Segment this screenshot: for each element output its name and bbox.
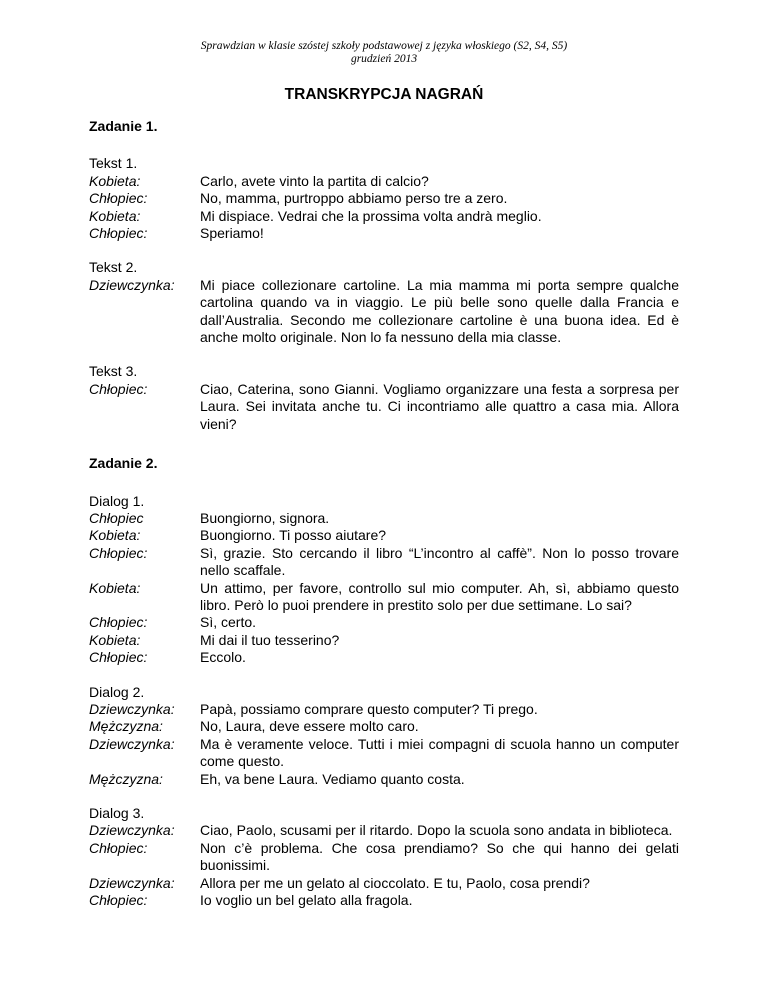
speaker-label: Mężczyzna: (89, 770, 163, 787)
dialog-line (89, 875, 679, 892)
dialog-line (89, 701, 679, 718)
page-title: TRANSKRYPCJA NAGRAŃ (284, 86, 484, 103)
dialog-line (89, 225, 679, 242)
line-text: Allora per me un gelato al cioccolato. E tu, Paolo, cosa prendi? (200, 874, 590, 891)
dialog-line (89, 771, 679, 788)
dialog-block-2 (89, 684, 679, 788)
transcript-content (89, 118, 679, 926)
dialog-line (89, 527, 679, 544)
block-label: Dialog 2. (89, 683, 145, 700)
dialog-line (89, 822, 679, 839)
speaker-label: Dziewczynka: (89, 874, 175, 891)
block-label: Dialog 3. (89, 805, 145, 821)
dialog-line (89, 718, 679, 735)
dialog-line (89, 381, 679, 433)
dialog-block-3 (89, 805, 679, 909)
dialog-line (89, 892, 679, 909)
speaker-label: Chłopiec: (89, 190, 148, 207)
task-1-heading: Zadanie 1. (89, 118, 158, 134)
dialog-line (89, 277, 679, 347)
line-text: Buongiorno. Ti posso aiutare? (200, 527, 387, 544)
line-text: Un attimo, per favore, controllo sul mio computer. Ah, sì, abbiamo questo libro. Però lo puoi prendere in prestito solo per due settimane. Lo sai? (200, 579, 679, 613)
dialog-line (89, 614, 679, 631)
block-label: Tekst 2. (89, 259, 138, 276)
speaker-label: Kobieta: (89, 172, 141, 189)
line-text: No, mamma, purtroppo abbiamo perso tre a zero. (200, 190, 508, 207)
dialog-line (89, 190, 679, 207)
speaker-label: Chłopiec: (89, 614, 148, 631)
text-block-3 (89, 363, 679, 433)
block-label: Tekst 1. (89, 155, 138, 172)
header-line-1: Sprawdzian w klasie szóstej szkoły podstawowej z języka włoskiego (S2, S4, S5) (200, 40, 568, 52)
speaker-label: Kobieta: (89, 527, 141, 544)
speaker-label: Chłopiec: (89, 225, 148, 242)
dialog-line (89, 580, 679, 615)
dialog-line (89, 545, 679, 580)
dialog-block-1 (89, 493, 679, 667)
speaker-label: Chłopiec: (89, 544, 148, 561)
speaker-label: Chłopiec (89, 509, 144, 526)
speaker-label: Kobieta: (89, 207, 141, 224)
dialog-line (89, 736, 679, 771)
text-block-1 (89, 155, 679, 242)
line-text: Buongiorno, signora. (200, 509, 330, 526)
line-text: Eh, va bene Laura. Vediamo quanto costa. (200, 770, 465, 787)
speaker-label: Chłopiec: (89, 892, 148, 909)
line-text: Mi piace collezionare cartoline. La mia mamma mi porta sempre qualche cartolina quando va in viaggio. Le più belle sono quelle dalla Francia e dall’Australia. Secondo me collezionare cartoline è una buona idea. Ed è anche molto originale. Non lo fa nessuno della mia classe. (200, 276, 679, 346)
speaker-label: Mężczyzna: (89, 718, 163, 735)
line-text: Speriamo! (200, 225, 264, 242)
speaker-label: Chłopiec: (89, 380, 148, 397)
line-text: Sì, certo. (200, 614, 257, 631)
task-2-heading: Zadanie 2. (89, 455, 158, 472)
speaker-label: Dziewczynka: (89, 735, 175, 752)
speaker-label: Chłopiec: (89, 839, 148, 856)
line-text: Papà, possiamo comprare questo computer? Ti prego. (200, 700, 538, 717)
speaker-label: Dziewczynka: (89, 276, 175, 293)
page-header (0, 40, 768, 66)
line-text: Eccolo. (200, 649, 246, 666)
line-text: Mi dai il tuo tesserino? (200, 631, 340, 648)
dialog-line (89, 173, 679, 190)
header-line-2: grudzień 2013 (350, 53, 418, 65)
line-text: Io voglio un bel gelato alla fragola. (200, 892, 413, 909)
speaker-label: Kobieta: (89, 579, 141, 596)
line-text: Mi dispiace. Vedrai che la prossima volta andrà meglio. (200, 207, 542, 224)
speaker-label: Dziewczynka: (89, 700, 175, 717)
line-text: Ciao, Caterina, sono Gianni. Vogliamo organizzare una festa a sorpresa per Laura. Sei invitata anche tu. Ci incontriamo alle quattro a casa mia. Allora vieni? (200, 380, 679, 432)
dialog-line (89, 510, 679, 527)
speaker-label: Kobieta: (89, 631, 141, 648)
dialog-line (89, 208, 679, 225)
dialog-line (89, 649, 679, 666)
dialog-line (89, 632, 679, 649)
speaker-label: Dziewczynka: (89, 822, 175, 839)
speaker-label: Chłopiec: (89, 649, 148, 666)
block-label: Dialog 1. (89, 492, 145, 509)
line-text: Sì, grazie. Sto cercando il libro “L’incontro al caffè”. Non lo posso trovare nello scaffale. (200, 544, 679, 579)
block-label: Tekst 3. (89, 363, 138, 380)
line-text: No, Laura, deve essere molto caro. (200, 718, 419, 735)
text-block-2 (89, 259, 679, 346)
line-text: Carlo, avete vinto la partita di calcio? (200, 172, 429, 189)
dialog-line (89, 840, 679, 875)
line-text: Ma è veramente veloce. Tutti i miei compagni di scuola hanno un computer come questo. (200, 735, 679, 770)
line-text: Non c’è problema. Che cosa prendiamo? So che qui hanno dei gelati buonissimi. (200, 839, 679, 874)
line-text: Ciao, Paolo, scusami per il ritardo. Dopo la scuola sono andata in biblioteca. (200, 822, 673, 839)
